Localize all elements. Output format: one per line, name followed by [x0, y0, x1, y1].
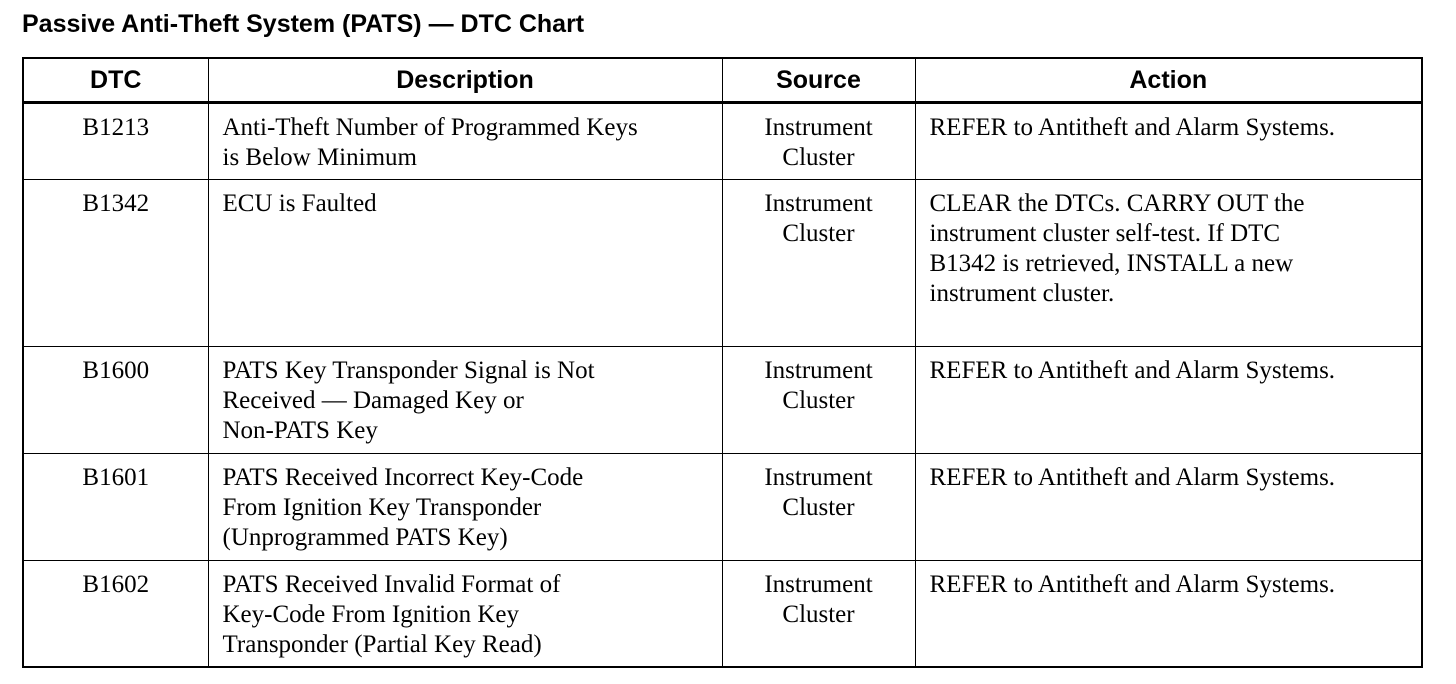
dtc-code: B1602 [23, 561, 208, 668]
dtc-code: B1601 [23, 454, 208, 561]
description-line: (Unprogrammed PATS Key) [222, 524, 508, 551]
action-line: instrument cluster self-test. If DTC [929, 220, 1281, 247]
source-line: Cluster [782, 494, 855, 521]
dtc-action [915, 347, 1422, 454]
dtc-source [722, 347, 915, 454]
source-line: Cluster [782, 220, 855, 247]
description-line: PATS Received Incorrect Key-Code [222, 464, 584, 491]
action-line: REFER to Antitheft and Alarm Systems. [929, 464, 1336, 491]
table-row [23, 180, 1422, 347]
header-source: Source [722, 58, 915, 103]
source-line: Instrument [764, 464, 873, 491]
source-line: Instrument [764, 114, 873, 141]
description-line: Transponder (Partial Key Read) [222, 631, 542, 658]
table-row [23, 347, 1422, 454]
source-line: Cluster [782, 387, 855, 414]
description-line: PATS Key Transponder Signal is Not [222, 357, 595, 384]
dtc-source [722, 561, 915, 668]
dtc-description [208, 454, 722, 561]
action-line: REFER to Antitheft and Alarm Systems. [929, 114, 1336, 141]
dtc-action [915, 454, 1422, 561]
table-row [23, 454, 1422, 561]
action-line: B1342 is retrieved, INSTALL a new [929, 250, 1294, 277]
description-line: Key-Code From Ignition Key [222, 601, 519, 628]
description-line: Anti-Theft Number of Programmed Keys [222, 114, 638, 141]
description-line: PATS Received Invalid Format of [222, 571, 561, 598]
description-line: is Below Minimum [222, 144, 417, 171]
dtc-description [208, 103, 722, 180]
dtc-code: B1213 [23, 103, 208, 180]
source-line: Cluster [782, 144, 855, 171]
action-line: CLEAR the DTCs. CARRY OUT the [929, 190, 1305, 217]
dtc-description [208, 180, 722, 347]
dtc-source [722, 180, 915, 347]
header-dtc: DTC [23, 58, 208, 103]
dtc-action [915, 180, 1422, 347]
table-row [23, 561, 1422, 668]
dtc-source [722, 103, 915, 180]
header-action: Action [915, 58, 1422, 103]
source-line: Instrument [764, 571, 873, 598]
dtc-code: B1600 [23, 347, 208, 454]
dtc-table [22, 57, 1423, 668]
description-line: Non-PATS Key [222, 417, 378, 444]
description-line: ECU is Faulted [222, 190, 377, 217]
action-line: REFER to Antitheft and Alarm Systems. [929, 357, 1336, 384]
table-row [23, 103, 1422, 180]
dtc-description [208, 347, 722, 454]
page-title: Passive Anti-Theft System (PATS) — DTC Chart [22, 10, 585, 38]
source-line: Cluster [782, 601, 855, 628]
table-header-row [23, 58, 1422, 103]
dtc-action [915, 561, 1422, 668]
dtc-description [208, 561, 722, 668]
dtc-source [722, 454, 915, 561]
source-line: Instrument [764, 190, 873, 217]
description-line: Received — Damaged Key or [222, 387, 524, 414]
description-line: From Ignition Key Transponder [222, 494, 542, 521]
header-description: Description [208, 58, 722, 103]
source-line: Instrument [764, 357, 873, 384]
dtc-code: B1342 [23, 180, 208, 347]
action-line: instrument cluster. [929, 280, 1115, 307]
action-line: REFER to Antitheft and Alarm Systems. [929, 571, 1336, 598]
dtc-action [915, 103, 1422, 180]
